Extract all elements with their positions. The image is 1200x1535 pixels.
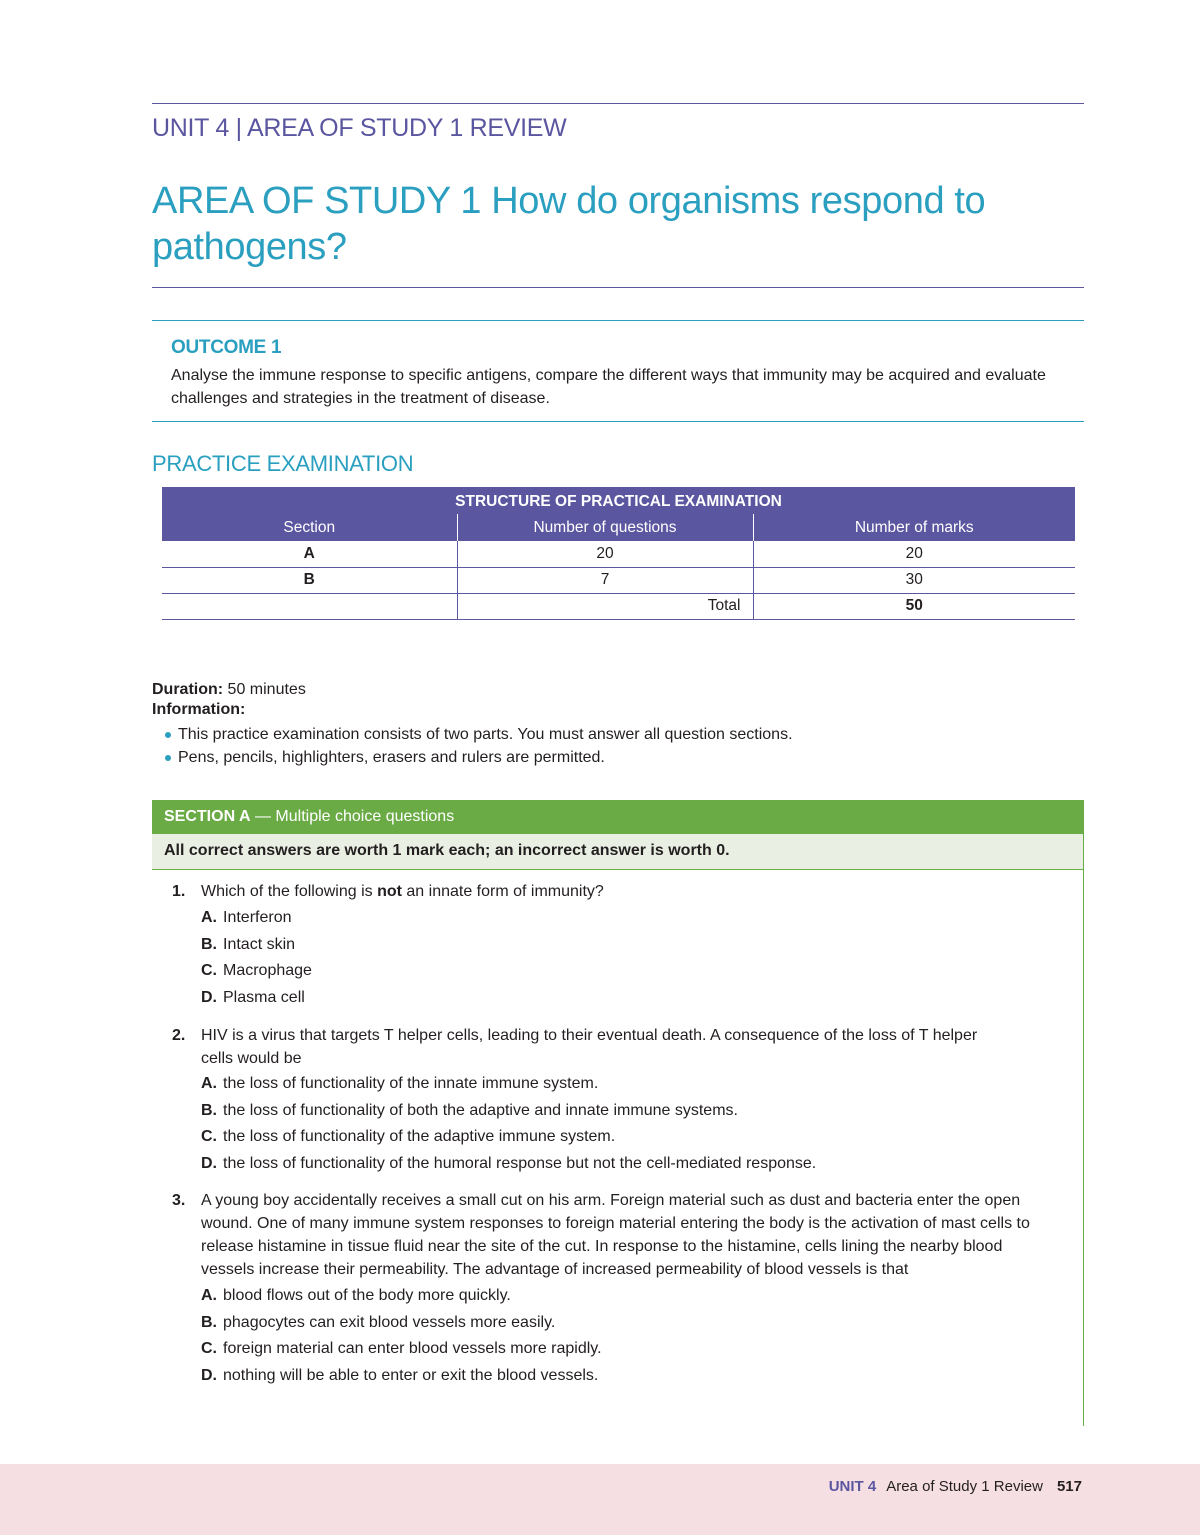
duration bbox=[152, 678, 306, 701]
table-cell: A bbox=[162, 541, 457, 567]
table-row bbox=[162, 541, 1075, 567]
answer-option[interactable] bbox=[201, 958, 1051, 985]
question-3 bbox=[172, 1189, 1046, 1389]
list-item: This practice examination consists of two parts. You must answer all question sections. bbox=[165, 723, 793, 746]
answer-options bbox=[201, 905, 1051, 1011]
unit-header: UNIT 4 | AREA OF STUDY 1 REVIEW bbox=[152, 114, 567, 142]
practice-exam-title: PRACTICE EXAMINATION bbox=[152, 451, 414, 476]
option-letter: B. bbox=[201, 1101, 217, 1119]
question-1 bbox=[172, 880, 1051, 1011]
list-item: Pens, pencils, highlighters, erasers and rulers are permitted. bbox=[165, 746, 793, 769]
footer-text bbox=[829, 1478, 1082, 1495]
option-letter: C. bbox=[201, 962, 217, 979]
question-stem bbox=[201, 880, 1051, 903]
stem-text: Which of the following is bbox=[201, 883, 378, 900]
answer-options bbox=[201, 1283, 1046, 1389]
stem-emphasis: not bbox=[377, 883, 402, 900]
col-header-marks: Number of marks bbox=[753, 514, 1075, 541]
page-footer bbox=[0, 1464, 1200, 1535]
option-letter: B. bbox=[201, 1313, 217, 1331]
section-a-label: SECTION A bbox=[164, 808, 251, 825]
footer-unit: UNIT 4 bbox=[828, 1478, 877, 1495]
answer-options bbox=[201, 1071, 991, 1177]
table-cell-empty bbox=[162, 593, 457, 619]
option-text: phagocytes can exit blood vessels more easily. bbox=[223, 1313, 556, 1331]
answer-option[interactable] bbox=[201, 932, 1051, 959]
option-text: the loss of functionality of the innate immune system. bbox=[223, 1075, 599, 1092]
outcome-top-rule bbox=[152, 320, 1084, 321]
question-2 bbox=[172, 1024, 991, 1177]
answer-option[interactable] bbox=[201, 1363, 1046, 1390]
option-letter: A. bbox=[201, 1075, 217, 1092]
section-a-header bbox=[152, 800, 1083, 834]
option-text: the loss of functionality of both the adaptive and innate immune systems. bbox=[223, 1101, 738, 1119]
total-value: 50 bbox=[753, 593, 1075, 619]
duration-value: 50 minutes bbox=[223, 681, 306, 698]
option-text: blood flows out of the body more quickly. bbox=[223, 1287, 511, 1304]
exam-structure-table bbox=[162, 487, 1075, 620]
top-rule bbox=[152, 103, 1084, 104]
option-letter: B. bbox=[201, 935, 217, 953]
question-number: 2. bbox=[172, 1027, 186, 1044]
question-number: 1. bbox=[172, 883, 186, 900]
option-letter: A. bbox=[201, 1287, 217, 1304]
option-letter: D. bbox=[201, 1154, 217, 1172]
table-cell: 20 bbox=[457, 541, 753, 567]
answer-option[interactable] bbox=[201, 1124, 991, 1151]
option-text: the loss of functionality of the adaptive immune system. bbox=[223, 1128, 616, 1145]
section-a-instruction: All correct answers are worth 1 mark each; an incorrect answer is worth 0. bbox=[152, 834, 1083, 870]
stem-text: an innate form of immunity? bbox=[401, 883, 604, 900]
title-rule bbox=[152, 287, 1084, 288]
option-text: Interferon bbox=[223, 909, 292, 926]
answer-option[interactable] bbox=[201, 1310, 1046, 1337]
table-total-row bbox=[162, 593, 1075, 619]
table-cell: B bbox=[162, 567, 457, 593]
option-text: Intact skin bbox=[223, 935, 296, 953]
table-caption-row bbox=[162, 487, 1075, 514]
answer-option[interactable] bbox=[201, 905, 1051, 932]
option-text: Plasma cell bbox=[223, 988, 305, 1006]
total-label: Total bbox=[457, 593, 753, 619]
table-cell: 7 bbox=[457, 567, 753, 593]
answer-option[interactable] bbox=[201, 1098, 991, 1125]
question-number: 3. bbox=[172, 1192, 186, 1209]
col-header-section: Section bbox=[162, 514, 457, 541]
option-text: the loss of functionality of the humoral response but not the cell-mediated response. bbox=[223, 1154, 817, 1172]
option-text: nothing will be able to enter or exit the blood vessels. bbox=[223, 1366, 599, 1384]
answer-option[interactable] bbox=[201, 1151, 991, 1178]
information-label: Information: bbox=[152, 701, 246, 718]
option-text: Macrophage bbox=[223, 962, 312, 979]
footer-label: Area of Study 1 Review bbox=[886, 1478, 1043, 1495]
page-title: AREA OF STUDY 1 How do organisms respond to pathogens? bbox=[152, 180, 986, 268]
question-stem: A young boy accidentally receives a small cut on his arm. Foreign material such as dust and bacteria enter the open wound. One of many immune system responses to foreign material entering the body is the activation of mast cells to release histamine in tissue fluid near the site of the cut. In response to the histamine, cells lining the nearby blood vessels increase their permeability. The advantage of increased permeability of blood vessels is that bbox=[201, 1192, 1030, 1278]
table-caption: STRUCTURE OF PRACTICAL EXAMINATION bbox=[162, 487, 1075, 514]
table-header-row bbox=[162, 514, 1075, 541]
option-letter: C. bbox=[201, 1340, 217, 1357]
answer-option[interactable] bbox=[201, 1336, 1046, 1363]
answer-option[interactable] bbox=[201, 1071, 991, 1098]
option-letter: D. bbox=[201, 988, 217, 1006]
section-a-subtitle: — Multiple choice questions bbox=[250, 808, 455, 825]
option-letter: D. bbox=[201, 1366, 217, 1384]
answer-option[interactable] bbox=[201, 1283, 1046, 1310]
outcome-title: OUTCOME 1 bbox=[171, 337, 282, 358]
duration-label: Duration: bbox=[152, 681, 224, 698]
option-letter: A. bbox=[201, 909, 217, 926]
table-cell: 30 bbox=[753, 567, 1075, 593]
page-number: 517 bbox=[1056, 1478, 1082, 1495]
table-cell: 20 bbox=[753, 541, 1075, 567]
option-letter: C. bbox=[201, 1128, 217, 1145]
table-row bbox=[162, 567, 1075, 593]
col-header-questions: Number of questions bbox=[457, 514, 753, 541]
outcome-text: Analyse the immune response to specific antigens, compare the different ways that immunity may be acquired and evaluate challenges and strategies in the treatment of disease. bbox=[171, 367, 1046, 407]
outcome-bottom-rule bbox=[152, 421, 1084, 422]
question-stem: HIV is a virus that targets T helper cells, leading to their eventual death. A consequence of the loss of T helper cells would be bbox=[201, 1027, 978, 1067]
information-list bbox=[165, 723, 793, 769]
option-text: foreign material can enter blood vessels more rapidly. bbox=[223, 1340, 602, 1357]
answer-option[interactable] bbox=[201, 985, 1051, 1012]
